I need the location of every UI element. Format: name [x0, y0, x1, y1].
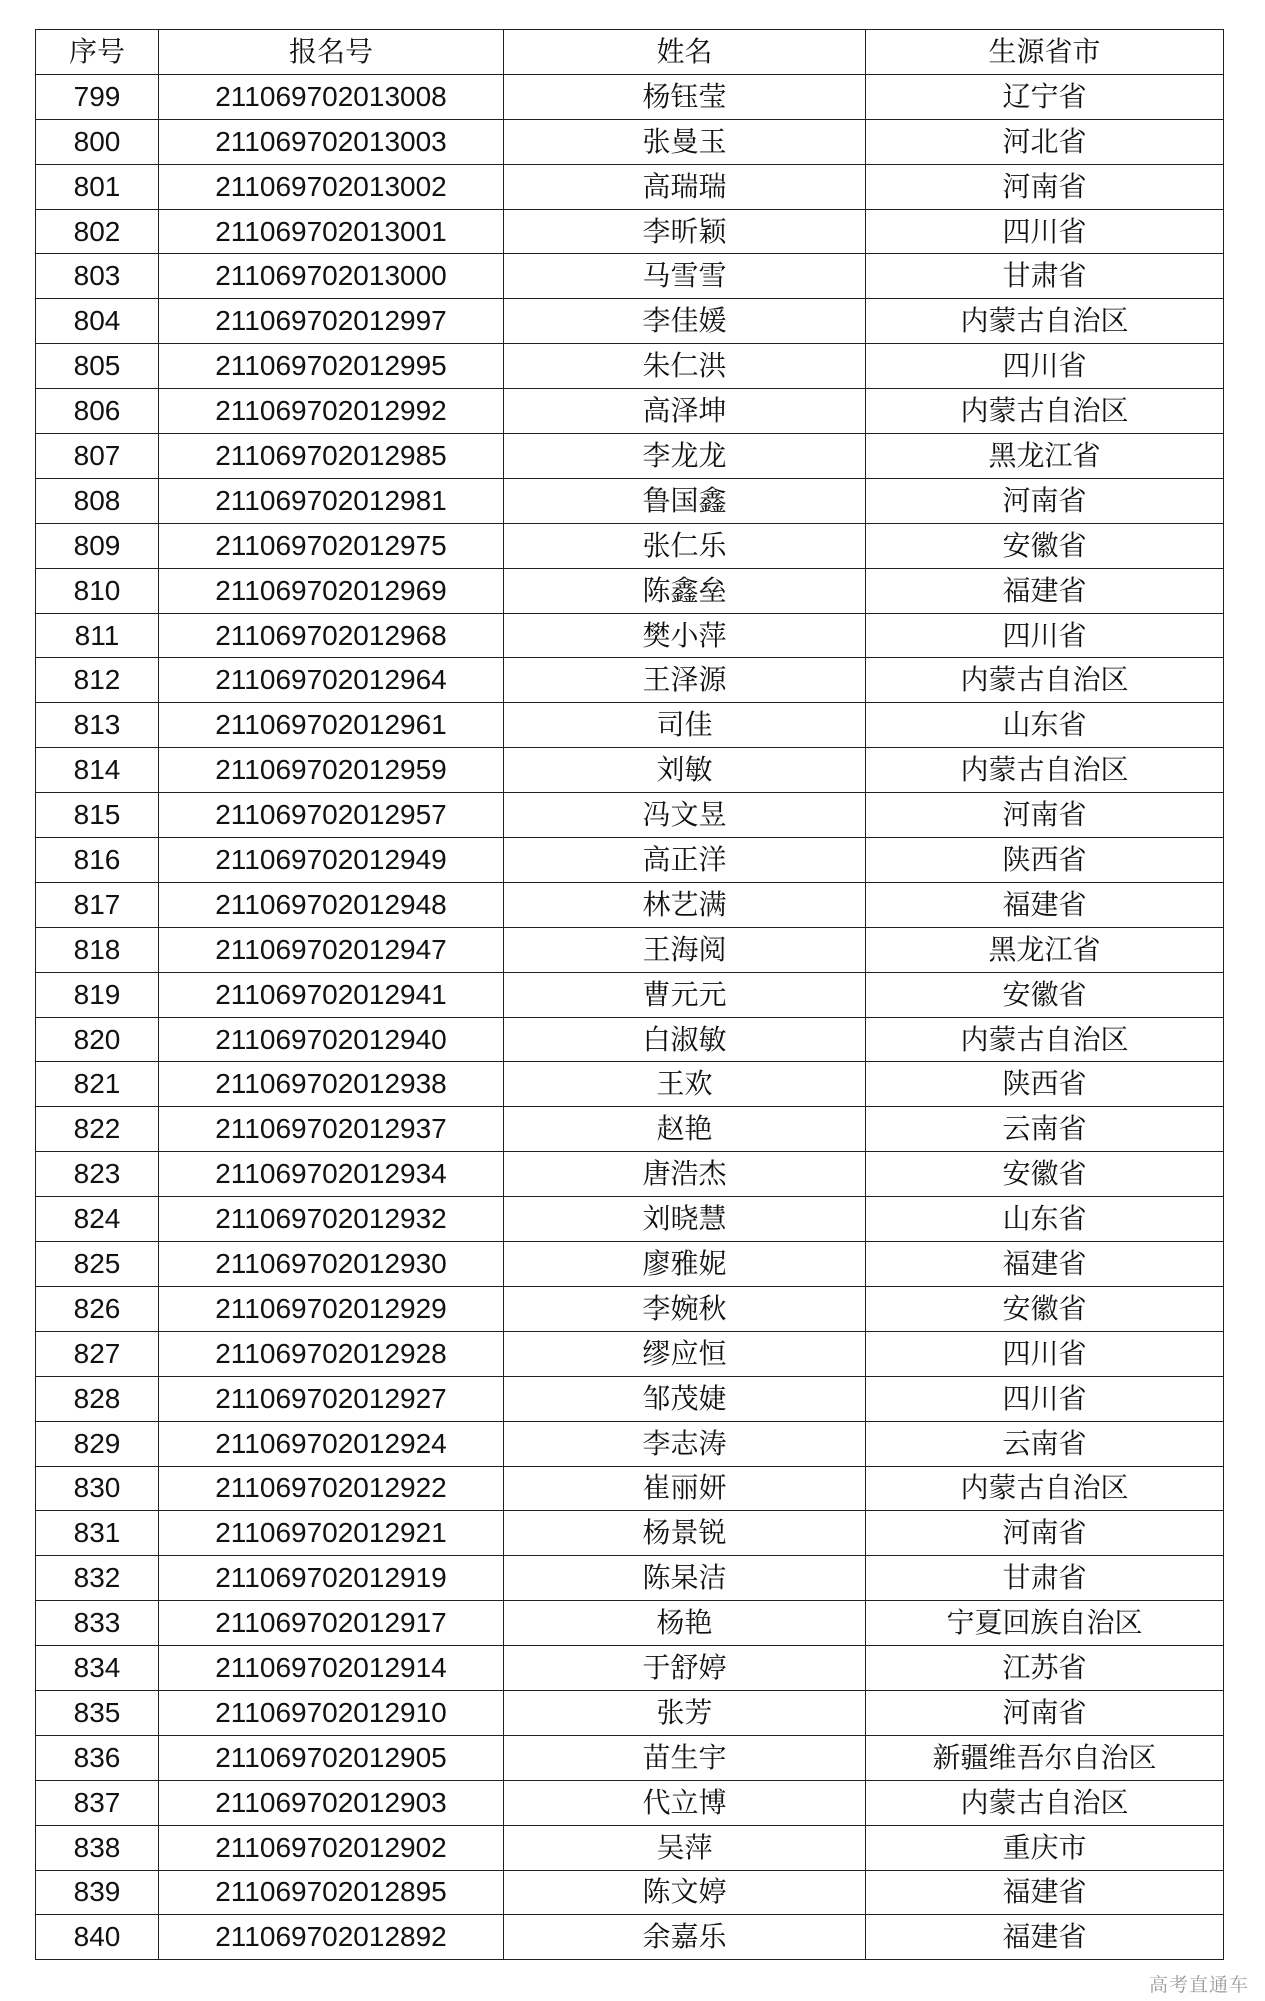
cell-province: 福建省	[866, 1870, 1224, 1915]
cell-name: 余嘉乐	[504, 1915, 866, 1960]
table-row	[36, 523, 1224, 568]
cell-seq: 828	[36, 1376, 159, 1421]
cell-seq: 817	[36, 882, 159, 927]
cell-name: 苗生宇	[504, 1735, 866, 1780]
cell-seq: 810	[36, 568, 159, 613]
cell-seq: 824	[36, 1197, 159, 1242]
cell-registration-number: 211069702013003	[159, 119, 504, 164]
cell-registration-number: 211069702012910	[159, 1690, 504, 1735]
cell-province: 安徽省	[866, 972, 1224, 1017]
cell-seq: 814	[36, 748, 159, 793]
cell-seq: 830	[36, 1466, 159, 1511]
table-row	[36, 299, 1224, 344]
table-row	[36, 1601, 1224, 1646]
cell-province: 四川省	[866, 1331, 1224, 1376]
table-row	[36, 209, 1224, 254]
cell-registration-number: 211069702012914	[159, 1646, 504, 1691]
cell-seq: 803	[36, 254, 159, 299]
cell-name: 刘晓慧	[504, 1197, 866, 1242]
cell-province: 内蒙古自治区	[866, 1780, 1224, 1825]
cell-seq: 831	[36, 1511, 159, 1556]
cell-registration-number: 211069702012969	[159, 568, 504, 613]
cell-name: 樊小萍	[504, 613, 866, 658]
cell-province: 安徽省	[866, 1152, 1224, 1197]
table-row	[36, 748, 1224, 793]
cell-registration-number: 211069702012917	[159, 1601, 504, 1646]
cell-name: 陈杲洁	[504, 1556, 866, 1601]
cell-name: 鲁国鑫	[504, 478, 866, 523]
cell-name: 于舒婷	[504, 1646, 866, 1691]
cell-seq: 801	[36, 164, 159, 209]
cell-registration-number: 211069702013000	[159, 254, 504, 299]
table-row	[36, 1646, 1224, 1691]
table-row	[36, 1107, 1224, 1152]
cell-name: 邹茂婕	[504, 1376, 866, 1421]
cell-registration-number: 211069702012922	[159, 1466, 504, 1511]
cell-registration-number: 211069702012927	[159, 1376, 504, 1421]
cell-name: 崔丽妍	[504, 1466, 866, 1511]
cell-seq: 812	[36, 658, 159, 703]
cell-seq: 819	[36, 972, 159, 1017]
cell-province: 辽宁省	[866, 74, 1224, 119]
cell-seq: 799	[36, 74, 159, 119]
cell-name: 张曼玉	[504, 119, 866, 164]
cell-province: 四川省	[866, 344, 1224, 389]
cell-seq: 829	[36, 1421, 159, 1466]
cell-province: 内蒙古自治区	[866, 389, 1224, 434]
cell-name: 冯文昱	[504, 793, 866, 838]
cell-registration-number: 211069702012997	[159, 299, 504, 344]
cell-province: 内蒙古自治区	[866, 1017, 1224, 1062]
cell-province: 福建省	[866, 882, 1224, 927]
cell-province: 河南省	[866, 164, 1224, 209]
cell-registration-number: 211069702012948	[159, 882, 504, 927]
cell-name: 杨景锐	[504, 1511, 866, 1556]
cell-registration-number: 211069702013001	[159, 209, 504, 254]
table-row	[36, 1242, 1224, 1287]
table-row	[36, 613, 1224, 658]
cell-province: 河南省	[866, 478, 1224, 523]
cell-seq: 811	[36, 613, 159, 658]
cell-province: 陕西省	[866, 838, 1224, 883]
header-registration-number: 报名号	[159, 30, 504, 75]
cell-province: 福建省	[866, 1915, 1224, 1960]
cell-province: 内蒙古自治区	[866, 748, 1224, 793]
cell-registration-number: 211069702012895	[159, 1870, 504, 1915]
table-row	[36, 927, 1224, 972]
cell-name: 缪应恒	[504, 1331, 866, 1376]
cell-name: 赵艳	[504, 1107, 866, 1152]
cell-seq: 816	[36, 838, 159, 883]
cell-province: 安徽省	[866, 1286, 1224, 1331]
cell-registration-number: 211069702012949	[159, 838, 504, 883]
cell-registration-number: 211069702012957	[159, 793, 504, 838]
cell-registration-number: 211069702012941	[159, 972, 504, 1017]
cell-province: 黑龙江省	[866, 434, 1224, 479]
table-row	[36, 568, 1224, 613]
cell-name: 李龙龙	[504, 434, 866, 479]
cell-registration-number: 211069702012968	[159, 613, 504, 658]
cell-seq: 818	[36, 927, 159, 972]
cell-name: 李婉秋	[504, 1286, 866, 1331]
cell-seq: 827	[36, 1331, 159, 1376]
table-row	[36, 434, 1224, 479]
cell-registration-number: 211069702012940	[159, 1017, 504, 1062]
cell-registration-number: 211069702012929	[159, 1286, 504, 1331]
cell-seq: 805	[36, 344, 159, 389]
table-row	[36, 1690, 1224, 1735]
cell-seq: 815	[36, 793, 159, 838]
table-row	[36, 658, 1224, 703]
table-row	[36, 1915, 1224, 1960]
table-row	[36, 164, 1224, 209]
cell-province: 陕西省	[866, 1062, 1224, 1107]
cell-province: 云南省	[866, 1421, 1224, 1466]
cell-name: 王欢	[504, 1062, 866, 1107]
cell-name: 白淑敏	[504, 1017, 866, 1062]
cell-registration-number: 211069702012921	[159, 1511, 504, 1556]
cell-registration-number: 211069702012995	[159, 344, 504, 389]
table-row	[36, 1735, 1224, 1780]
cell-seq: 825	[36, 1242, 159, 1287]
cell-registration-number: 211069702012964	[159, 658, 504, 703]
table-row	[36, 478, 1224, 523]
cell-province: 重庆市	[866, 1825, 1224, 1870]
cell-seq: 806	[36, 389, 159, 434]
table-row	[36, 119, 1224, 164]
table-row	[36, 703, 1224, 748]
table-row	[36, 1152, 1224, 1197]
cell-registration-number: 211069702012938	[159, 1062, 504, 1107]
header-province: 生源省市	[866, 30, 1224, 75]
header-seq: 序号	[36, 30, 159, 75]
table-row	[36, 793, 1224, 838]
cell-name: 杨艳	[504, 1601, 866, 1646]
cell-registration-number: 211069702012959	[159, 748, 504, 793]
cell-province: 云南省	[866, 1107, 1224, 1152]
cell-name: 吴萍	[504, 1825, 866, 1870]
cell-registration-number: 211069702012892	[159, 1915, 504, 1960]
cell-name: 代立博	[504, 1780, 866, 1825]
cell-name: 李昕颖	[504, 209, 866, 254]
cell-name: 李佳媛	[504, 299, 866, 344]
table-row	[36, 1197, 1224, 1242]
cell-province: 江苏省	[866, 1646, 1224, 1691]
cell-registration-number: 211069702012985	[159, 434, 504, 479]
cell-province: 福建省	[866, 568, 1224, 613]
cell-seq: 826	[36, 1286, 159, 1331]
cell-registration-number: 211069702012902	[159, 1825, 504, 1870]
table-row	[36, 1376, 1224, 1421]
cell-name: 曹元元	[504, 972, 866, 1017]
cell-registration-number: 211069702012930	[159, 1242, 504, 1287]
table-row	[36, 344, 1224, 389]
cell-province: 宁夏回族自治区	[866, 1601, 1224, 1646]
cell-registration-number: 211069702012981	[159, 478, 504, 523]
table-row	[36, 1511, 1224, 1556]
cell-province: 黑龙江省	[866, 927, 1224, 972]
cell-province: 河南省	[866, 793, 1224, 838]
cell-registration-number: 211069702012975	[159, 523, 504, 568]
header-name: 姓名	[504, 30, 866, 75]
cell-registration-number: 211069702012932	[159, 1197, 504, 1242]
cell-registration-number: 211069702012947	[159, 927, 504, 972]
cell-registration-number: 211069702012919	[159, 1556, 504, 1601]
cell-seq: 807	[36, 434, 159, 479]
cell-seq: 804	[36, 299, 159, 344]
cell-name: 王海阅	[504, 927, 866, 972]
cell-name: 司佳	[504, 703, 866, 748]
table-row	[36, 74, 1224, 119]
cell-registration-number: 211069702013008	[159, 74, 504, 119]
cell-registration-number: 211069702012961	[159, 703, 504, 748]
table-row	[36, 972, 1224, 1017]
cell-name: 高正洋	[504, 838, 866, 883]
cell-name: 王泽源	[504, 658, 866, 703]
cell-registration-number: 211069702012937	[159, 1107, 504, 1152]
cell-registration-number: 211069702012905	[159, 1735, 504, 1780]
cell-province: 山东省	[866, 703, 1224, 748]
table-row	[36, 254, 1224, 299]
cell-province: 内蒙古自治区	[866, 299, 1224, 344]
cell-name: 刘敏	[504, 748, 866, 793]
cell-seq: 839	[36, 1870, 159, 1915]
cell-province: 内蒙古自治区	[866, 658, 1224, 703]
cell-seq: 800	[36, 119, 159, 164]
cell-seq: 802	[36, 209, 159, 254]
table-row	[36, 882, 1224, 927]
cell-seq: 837	[36, 1780, 159, 1825]
cell-name: 廖雅妮	[504, 1242, 866, 1287]
table-row	[36, 389, 1224, 434]
cell-name: 张仁乐	[504, 523, 866, 568]
table-row	[36, 1780, 1224, 1825]
cell-seq: 835	[36, 1690, 159, 1735]
cell-province: 河南省	[866, 1690, 1224, 1735]
cell-seq: 822	[36, 1107, 159, 1152]
cell-seq: 833	[36, 1601, 159, 1646]
cell-name: 张芳	[504, 1690, 866, 1735]
cell-name: 高泽坤	[504, 389, 866, 434]
cell-seq: 832	[36, 1556, 159, 1601]
cell-seq: 821	[36, 1062, 159, 1107]
cell-name: 杨钰莹	[504, 74, 866, 119]
cell-name: 朱仁洪	[504, 344, 866, 389]
cell-seq: 840	[36, 1915, 159, 1960]
cell-name: 唐浩杰	[504, 1152, 866, 1197]
cell-province: 四川省	[866, 209, 1224, 254]
cell-registration-number: 211069702012903	[159, 1780, 504, 1825]
cell-province: 山东省	[866, 1197, 1224, 1242]
table-row	[36, 1286, 1224, 1331]
cell-province: 福建省	[866, 1242, 1224, 1287]
cell-registration-number: 211069702012928	[159, 1331, 504, 1376]
table-row	[36, 1870, 1224, 1915]
cell-seq: 834	[36, 1646, 159, 1691]
cell-province: 内蒙古自治区	[866, 1466, 1224, 1511]
cell-registration-number: 211069702012992	[159, 389, 504, 434]
cell-province: 新疆维吾尔自治区	[866, 1735, 1224, 1780]
cell-seq: 813	[36, 703, 159, 748]
table-row	[36, 1331, 1224, 1376]
admission-list-table	[35, 29, 1224, 1960]
cell-province: 安徽省	[866, 523, 1224, 568]
table-row	[36, 1062, 1224, 1107]
cell-seq: 808	[36, 478, 159, 523]
cell-province: 四川省	[866, 1376, 1224, 1421]
cell-province: 河南省	[866, 1511, 1224, 1556]
cell-name: 陈鑫垒	[504, 568, 866, 613]
table-row	[36, 1017, 1224, 1062]
table-header-row	[36, 30, 1224, 75]
cell-seq: 838	[36, 1825, 159, 1870]
cell-name: 李志涛	[504, 1421, 866, 1466]
cell-province: 甘肃省	[866, 254, 1224, 299]
cell-name: 林艺满	[504, 882, 866, 927]
watermark-text: 高考直通车	[1148, 1974, 1249, 1996]
table-row	[36, 838, 1224, 883]
cell-province: 甘肃省	[866, 1556, 1224, 1601]
cell-registration-number: 211069702012924	[159, 1421, 504, 1466]
table-body	[36, 74, 1224, 1959]
cell-province: 河北省	[866, 119, 1224, 164]
cell-seq: 823	[36, 1152, 159, 1197]
cell-registration-number: 211069702013002	[159, 164, 504, 209]
cell-name: 马雪雪	[504, 254, 866, 299]
cell-name: 高瑞瑞	[504, 164, 866, 209]
cell-registration-number: 211069702012934	[159, 1152, 504, 1197]
table-row	[36, 1556, 1224, 1601]
cell-seq: 809	[36, 523, 159, 568]
cell-seq: 820	[36, 1017, 159, 1062]
cell-seq: 836	[36, 1735, 159, 1780]
cell-province: 四川省	[866, 613, 1224, 658]
table-row	[36, 1466, 1224, 1511]
cell-name: 陈文婷	[504, 1870, 866, 1915]
table-row	[36, 1825, 1224, 1870]
table-row	[36, 1421, 1224, 1466]
